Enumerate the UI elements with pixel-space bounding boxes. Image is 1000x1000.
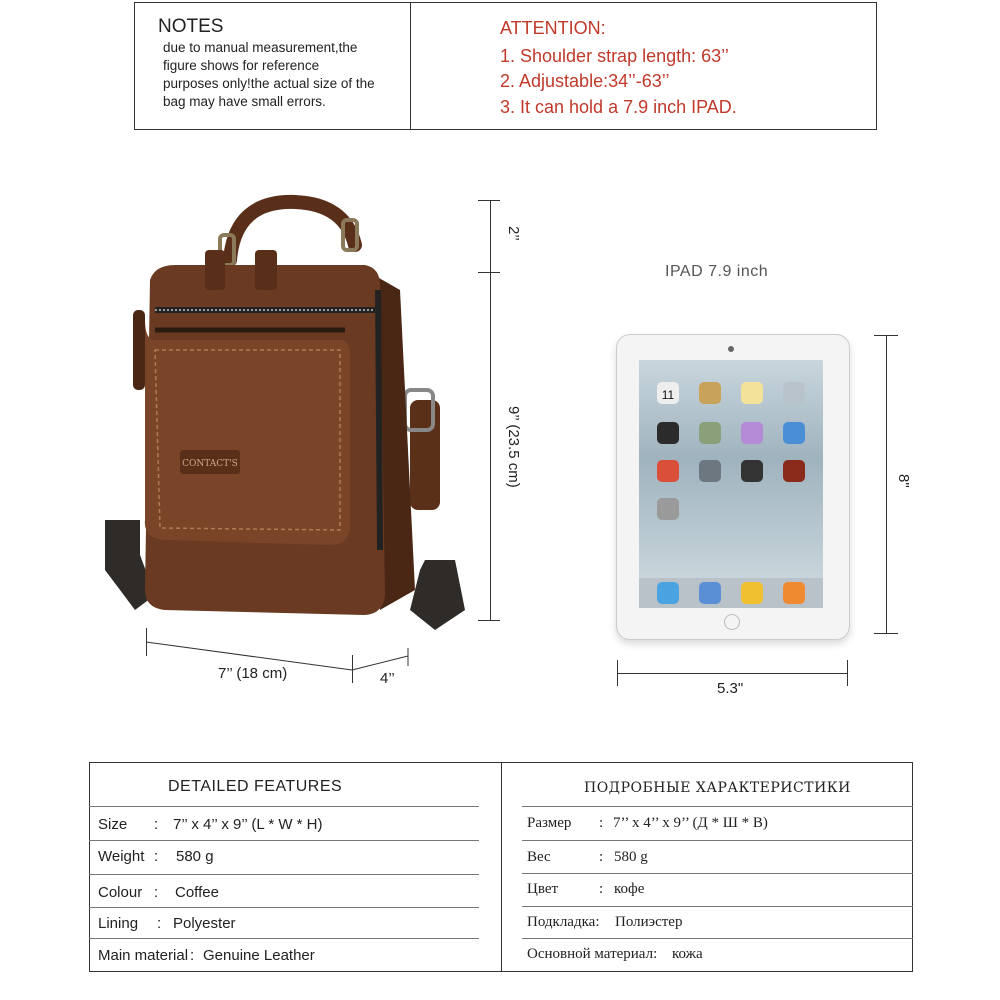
front-flap xyxy=(145,320,350,545)
feature-label-size: Size xyxy=(98,816,128,833)
notes-line: due to manual measurement,the xyxy=(163,40,358,55)
ipad-width-label: 5.3" xyxy=(717,680,744,697)
bag-depth-label: 4’’ xyxy=(380,670,395,687)
music-icon xyxy=(783,582,805,604)
feature-value-lining-ru: Полиэстер xyxy=(615,914,683,930)
notes-text xyxy=(163,39,408,111)
ipad-height-label: 8" xyxy=(895,474,912,488)
attention-title: ATTENTION: xyxy=(500,18,606,38)
top-strap-left xyxy=(205,250,225,290)
safari-icon xyxy=(657,582,679,604)
feature-value-size: 7’’ x 4’’ x 9’’ (L * W * H) xyxy=(173,816,323,833)
facetime-icon xyxy=(699,460,721,482)
strap-tab-right xyxy=(410,400,440,510)
notes-icon xyxy=(741,382,763,404)
row-divider xyxy=(522,873,913,874)
row-divider xyxy=(522,806,913,807)
brand-logo-text: CONTACT'S xyxy=(182,459,238,469)
camera-icon xyxy=(741,460,763,482)
feature-label-weight: Weight xyxy=(98,848,145,865)
feature-sep: : xyxy=(599,849,604,865)
videos-icon xyxy=(657,422,679,444)
top-handle xyxy=(230,202,355,260)
notes-line: figure shows for reference xyxy=(163,58,320,73)
feature-value-weight-ru: 580 g xyxy=(614,849,648,865)
feature-sep: : xyxy=(157,915,162,932)
contacts-icon xyxy=(699,382,721,404)
photo-booth-icon xyxy=(783,460,805,482)
notes-title: NOTES xyxy=(158,16,224,37)
row-divider xyxy=(89,907,479,908)
feature-sep: : xyxy=(190,947,195,964)
row-divider xyxy=(522,906,913,907)
maps-icon xyxy=(783,382,805,404)
feature-label-material: Main material xyxy=(98,947,189,964)
feature-value-weight: 580 g xyxy=(176,848,214,865)
feature-label-size-ru: Размер xyxy=(527,815,572,831)
feature-sep: : xyxy=(154,816,159,833)
feature-sep: : xyxy=(599,815,604,831)
feature-label-lining-ru: Подкладка: xyxy=(527,914,600,930)
dim-tick xyxy=(478,272,500,273)
row-divider xyxy=(89,806,479,807)
ipad-camera xyxy=(728,346,734,352)
row-divider xyxy=(522,938,913,939)
features-title-en: DETAILED FEATURES xyxy=(168,778,343,795)
height-dimension-line xyxy=(490,200,491,620)
feature-value-size-ru: 7’’ x 4’’ x 9’’ (Д * Ш * В) xyxy=(613,815,768,831)
messenger-bag-image xyxy=(95,190,475,640)
bag-height-label: 9’’ (23.5 cm) xyxy=(505,406,522,488)
features-title-ru: ПОДРОБНЫЕ ХАРАКТЕРИСТИКИ xyxy=(584,780,851,796)
feature-label-colour-ru: Цвет xyxy=(527,881,559,897)
settings-icon xyxy=(657,498,679,520)
shoulder-strap-right xyxy=(410,560,465,630)
feature-label-material-ru: Основной материал: xyxy=(527,946,658,962)
feature-value-colour: Coffee xyxy=(175,884,219,901)
attention-item: 2. Adjustable:34’’-63’’ xyxy=(500,71,670,91)
feature-label-colour: Colour xyxy=(98,884,143,901)
dim-tick xyxy=(478,200,500,201)
ipad-height-dimension-line xyxy=(886,335,887,633)
maps-icon xyxy=(699,422,721,444)
feature-sep: : xyxy=(599,881,604,897)
notes-line: bag may have small errors. xyxy=(163,94,326,109)
top-strap-right xyxy=(255,250,277,290)
mail-icon xyxy=(699,582,721,604)
ipad-home-button xyxy=(724,614,740,630)
bag-width-label: 7’’ (18 cm) xyxy=(218,665,288,682)
feature-label-lining: Lining xyxy=(98,915,139,932)
dim-tick xyxy=(847,660,848,686)
ipad-label: IPAD 7.9 inch xyxy=(665,263,769,280)
app-store-icon xyxy=(783,422,805,444)
notes-line: purposes only!the actual size of the xyxy=(163,76,375,91)
dim-tick xyxy=(478,620,500,621)
row-divider xyxy=(89,938,479,939)
ipad-width-dimension-line xyxy=(617,673,847,674)
game-center-icon xyxy=(657,460,679,482)
attention-item: 1. Shoulder strap length: 63’’ xyxy=(500,46,729,66)
row-divider xyxy=(522,840,913,841)
feature-sep: : xyxy=(154,884,159,901)
zipper-pull xyxy=(133,310,145,390)
feature-value-material-ru: кожа xyxy=(672,946,703,962)
itunes-icon xyxy=(741,422,763,444)
feature-value-lining: Polyester xyxy=(173,915,236,932)
feature-value-material: Genuine Leather xyxy=(203,947,315,964)
ipad-app-icons xyxy=(639,360,823,608)
row-divider xyxy=(89,840,479,841)
dim-tick xyxy=(874,633,898,634)
feature-value-colour-ru: кофе xyxy=(614,881,645,897)
row-divider xyxy=(89,874,479,875)
calendar-day: 11 xyxy=(661,388,675,402)
feature-sep: : xyxy=(154,848,159,865)
side-zipper xyxy=(378,290,380,550)
photos-icon xyxy=(741,582,763,604)
handle-height-label: 2’’ xyxy=(505,226,522,241)
feature-label-weight-ru: Вес xyxy=(527,849,551,865)
attention-item: 3. It can hold a 7.9 inch IPAD. xyxy=(500,97,737,117)
